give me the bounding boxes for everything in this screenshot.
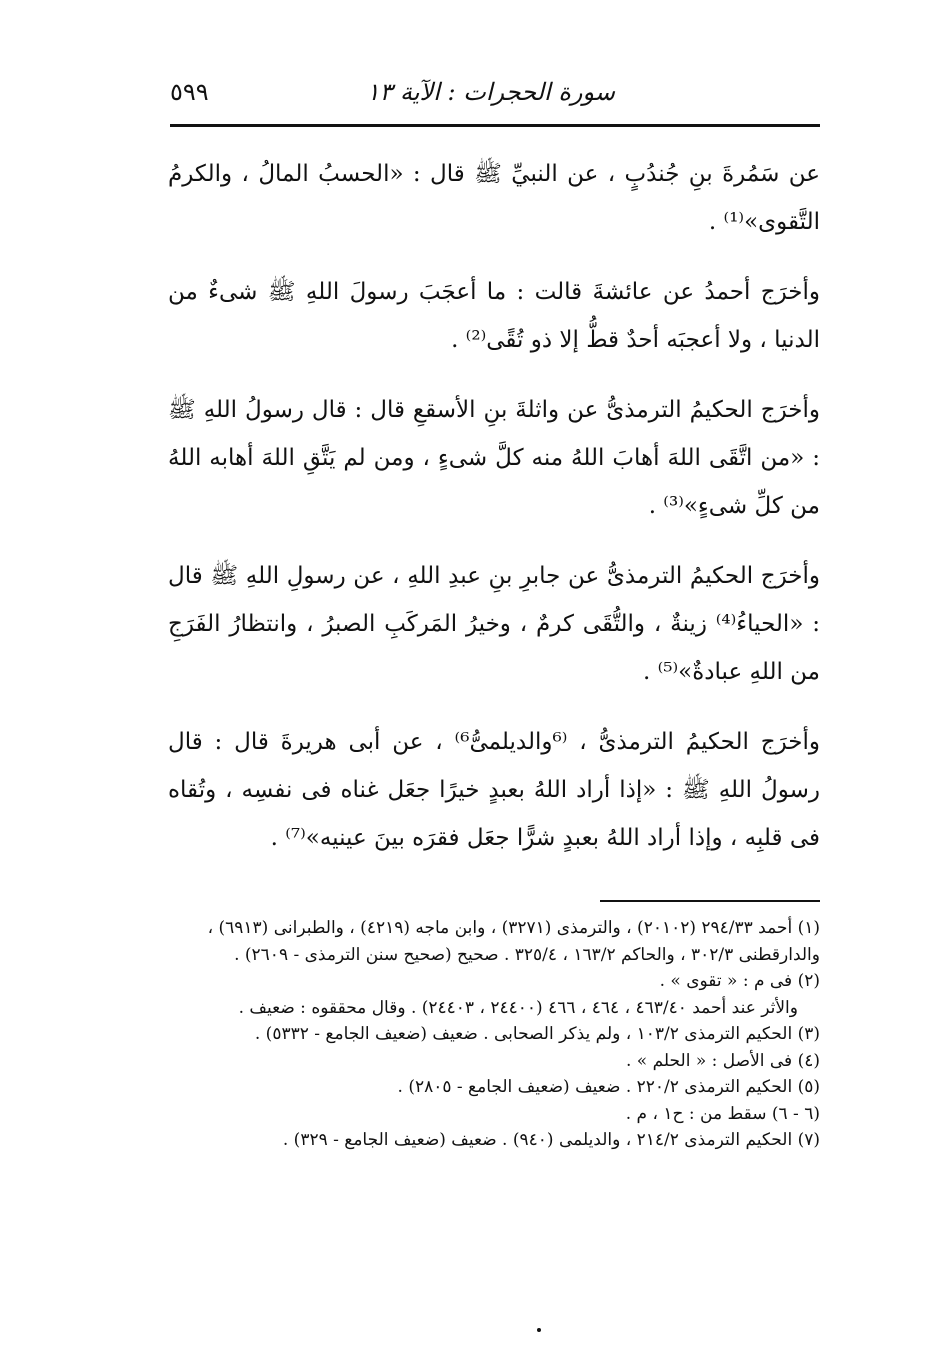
header-rule — [170, 124, 820, 127]
page-number: ٥٩٩ — [170, 78, 209, 106]
paragraph-4: وأخرَج الحكيمُ الترمذىُّ عن جابرِ بنِ عبدِ اللهِ ، عن رسولِ اللهِ ﷺ قال : «الحياءُ⁽⁴⁾ زينةٌ ، والتُّقَى كرمٌ ، وخيرُ المَركَبِ الصبرُ ، وانتظارُ الفَرَجِ من اللهِ عبادةٌ»⁽⁵⁾ . — [168, 563, 820, 685]
print-dot — [537, 1328, 541, 1332]
footnote-2: (٢) فى م : « تقوى » . — [659, 971, 820, 991]
footnote-1: (١) أحمد ٢٩٤/٣٣ (٢٠١٠٢) ، والترمذى (٣٢٧١) ، وابن ماجه (٤٢١٩) ، والطبرانى (٦٩١٣) ، والدارقطنى ٣٠٢/٣ ، والحاكم ١٦٣/٢ ، ٣٢٥/٤ . صحيح (صحيح سنن الترمذى - ٢٦٠٩) . — [207, 918, 820, 965]
footnote-separator — [600, 900, 820, 902]
paragraph-3: وأخرَج الحكيمُ الترمذىُّ عن واثلةَ بنِ الأسقعِ قال : قال رسولُ اللهِ ﷺ : «من اتَّقَى اللهَ أهابَ اللهُ منه كلَّ شىءٍ ، ومن لم يَتَّقِ اللهَ أهابه اللهُ من كلِّ شىءٍ»⁽³⁾ . — [168, 397, 820, 519]
footnote-2-continuation: والأثر عند أحمد ٤٦٣/٤٠ ، ٤٦٤ ، ٤٦٦ (٢٤٤٠٠ ، ٢٤٤٠٣) . وقال محققوه : ضعيف . — [238, 997, 798, 1018]
footnote-5: (٥) الحكيم الترمذى ٢٢٠/٢ . ضعيف (ضعيف الجامع - ٢٨٠٥) . — [397, 1077, 820, 1097]
running-header — [170, 70, 820, 120]
footnotes — [170, 915, 820, 1154]
main-text — [168, 150, 820, 884]
footnote-7: (٧) الحكيم الترمذى ٢١٤/٢ ، والديلمى (٩٤٠) . ضعيف (ضعيف الجامع - ٣٢٩) . — [282, 1130, 820, 1150]
footnote-4: (٤) فى الأصل : « الحلم » . — [625, 1050, 820, 1071]
footnote-6: (٦ - ٦) سقط من : ح١ ، م . — [625, 1103, 820, 1124]
footnote-3: (٣) الحكيم الترمذى ١٠٣/٢ ، ولم يذكر الصحابى . ضعيف (ضعيف الجامع - ٥٣٣٢) . — [254, 1024, 820, 1044]
running-title: سورة الحجرات : الآية ١٣ — [366, 78, 615, 106]
paragraph-5: وأخرَج الحكيمُ الترمذىُّ ، ⁽⁶والديلمىُّ⁶⁾ ، عن أبى هريرةَ قال : قال رسولُ اللهِ ﷺ : «إذا أراد اللهُ بعبدٍ خيرًا جعَل غناه فى نفسِه ، وتُقاه فى قلبِه ، وإذا أراد اللهُ بعبدٍ شرًّا جعَل فقرَه بينَ عينيه»⁽⁷⁾ . — [168, 729, 820, 851]
paragraph-2: وأخرَج أحمدُ عن عائشةَ قالت : ما أعجَبَ رسولَ اللهِ ﷺ شىءٌ من الدنيا ، ولا أعجبَه أحدٌ قطُّ إلا ذو تُقًى⁽²⁾ . — [168, 279, 820, 353]
paragraph-1: عن سَمُرةَ بنِ جُندُبٍ ، عن النبيِّ ﷺ قال : «الحسبُ المالُ ، والكرمُ التَّقوى»⁽¹⁾ . — [168, 161, 820, 235]
